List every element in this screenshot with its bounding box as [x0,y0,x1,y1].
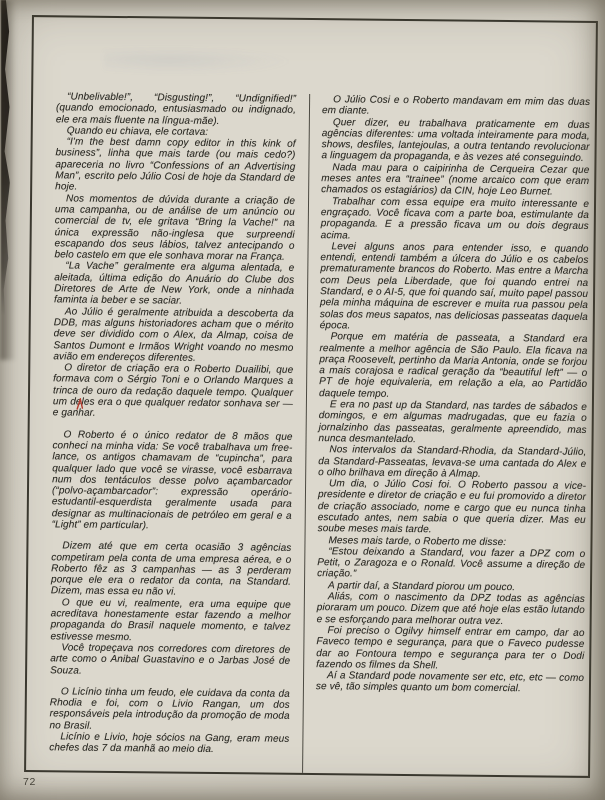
paragraph: Um dia, o Júlio Cosi foi. O Roberto passou a vice-presidente e diretor de criação e eu fui promovido a diretor de criação associado, nome e cargo que eu nunca tinha escutado antes, nem sabia o que queria dizer. Mas eu soube meses mais tarde. [317,478,587,536]
text-columns [49,91,590,776]
paragraph: E era no past up da Standard, nas tardes de sábados e domingos, e em algumas madrugadas, que eu fazia o jornalzinho das passeatas, geralmente apreendido, mas nunca desmantelado. [318,399,587,446]
paragraph: O que eu vi, realmente, era uma equipe que acreditava honestamente estar fazendo a melhor propaganda do Brasil naquele momento, e talvez estivesse mesmo. [50,597,291,643]
paragraph: Meses mais tarde, o Roberto me disse: [328,534,507,548]
paragraph: Aí a Standard pode novamente ser etc, etc, etc — como se vê, tão simples quanto um bom comercial. [315,670,585,695]
paragraph: “Unbelivable!”, “Disgusting!”, “Undignified!” (quando emocionado, entusiasmado ou indignado, ele era mais fluente na língua-mãe). [55,91,297,127]
paragraph: Nos intervalos da Standard-Rhodia, da Standard-Júlio, da Standard-Passeatas, levava-se uma cantada do Alex e o olho brilhava em direção à Almap. [318,444,587,480]
right-column [315,94,590,776]
paragraph: Levei alguns anos para entender isso, e quando entendi, entendi também a úlcera do Júlio e os cabelos prematuramente brancos do Roberto. Mas entre a Marcha com Deus pela Liberdade, que foi quando entrei na Standard, e o AI-5, que foi quando saí, muito papel passou pela minha máquina de escrever e muita rua passou pela solas dos meus sapatos, nas deliciosas passeatas daquela época. [319,241,589,332]
paragraph: “I'm the best damn copy editor in this kink of business”, linha que mais tarde (ou mais cedo?) apareceria no livro “Confessions of an Advertising Man”, escrito pelo Júlio Cosi de hoje da Standard de hoje. [55,136,296,193]
paragraph: A partir daí, a Standard piorou um pouco. [327,579,516,593]
paragraph: “Estou deixando a Standard, vou fazer a DPZ com o Petit, o Zaragoza e o Ronald. Você assume a direção de criação.” [317,546,586,580]
paragraph: Dizem até que em certa ocasião 3 agências competiram pela conta de uma empresa aérea, e o Roberto fêz as 3 campanhas — as 3 perderam porque ele era o redator da conta, na Standard. Dizem, mas essa eu não vi. [50,540,292,599]
paragraph: Quando eu chiava, ele cortava: [66,125,209,138]
paragraph: Licínio e Livio, hoje sócios na Gang, eram meus chefes das 7 da manhã ao meio dia. [49,731,290,756]
paragraph: Foi preciso o Ogilvy himself entrar em campo, dar ao Faveco tempo e segurança, para que o Faveco pudesse dar ao Fontoura tempo e segurança para ter o Dodi fazendo os filmes da Shell. [316,625,585,672]
paragraph: Ao Júlio é geralmente atribuida a descoberta da DDB, mas alguns historiadores acham que o mérito deve ser dividido com o Alex, da Almap, coisa de Santos Dumont e Irmãos Wright voando no mesmo avião em endereços diferentes. [53,306,294,364]
paragraph: Você tropeçava nos corredores com diretores de arte como o Anibal Guastavino e o Jarbas José de Souza. [50,642,291,677]
column-divider-rule [302,94,310,773]
red-pen-mark-icon [76,397,85,409]
page-frame [24,15,598,778]
paragraph: O Licínio tinha um feudo, ele cuidava da conta da Rhodia e foi, com o Livio Rangan, um dos responsáveis pela introdução da promoção de moda no Brasil. [49,686,290,732]
paragraph: Aliás, com o nascimento da DPZ todas as agências pioraram um pouco. Dizem que até hoje elas estão lutando e se esforçando para melhorar outra vez. [316,591,585,627]
paragraph: Quer dizer, eu trabalhava praticamente em duas agências diferentes: uma voltada inteiramente para moda, shows, desfiles, lantejoulas, a outra tentando revolucionar a linguagem da propaganda, e às vezes até conseguindo. [321,116,590,165]
left-column [49,91,296,772]
paragraph: Porque em matéria de passeata, a Standard era realmente a melhor agência de São Paulo. Ela ficava na praça Roosevelt, pertinho da Maria Antonia, onde se forjou a mais corajosa e radical geração da “beautiful left” — o PT de hoje equivaleria, em relação a ela, ao Partidão daquele tempo. [318,331,588,400]
paragraph: O Júlio Cosi e o Roberto mandavam em mim das duas em diante. [321,94,591,117]
paragraph: Nos momentos de dúvida durante a criação de uma campanha, ou de análise de um anúncio ou comercial de tv, ele gritava “Bring la Vache!” na única expressão não-inglesa que surpreendi escapando dos seus lábios, talvez antecipando o belo castelo em que ele sonhava morar na França. [54,193,296,263]
bleed-through-smudge [103,46,293,76]
paragraph: O Roberto é o único redator de 8 mãos que conheci na minha vida: Se você trabalhava um free-lance, os antigos chamavam de “cupincha”, para qualquer lado que você se virasse, você esbarrava num dos tentáculos desse polvo açambarcador (“polvo-açambarcador”: expressão operário-estudantil-esquerdista geralmente usada para designar as multinacionais de petróleo em geral e a “Light” em particular). [51,429,293,532]
paragraph: Nada mau para o caipirinha de Cerqueira Cezar que meses antes era “trainee” (nome arcaico com que eram chamados os estagiários) da CIN, hoje Leo Burnet. [321,161,590,198]
paragraph: “La Vache” geralmente era alguma alentada, e aleitada, última edição do Anuário do Clube dos Diretores de Arte de New York, onde a ninhada faminta ia beber e se saciar. [53,260,295,307]
paragraph: Trabalhar com essa equipe era muito interessante e engraçado. Você ficava com a parte boa, estimulante da propaganda. E a pressão ficava um ou dois degraus acima. [320,195,590,241]
paragraph: O diretor de criação era o Roberto Duailibi, que formava com o Sérgio Toni e o Orlando Marques a trinca de ouro da redação daquele tempo. Qualquer um deles era o que qualquer redator sonhava ser — e ganhar. [52,362,294,420]
page-number: 72 [23,776,36,788]
